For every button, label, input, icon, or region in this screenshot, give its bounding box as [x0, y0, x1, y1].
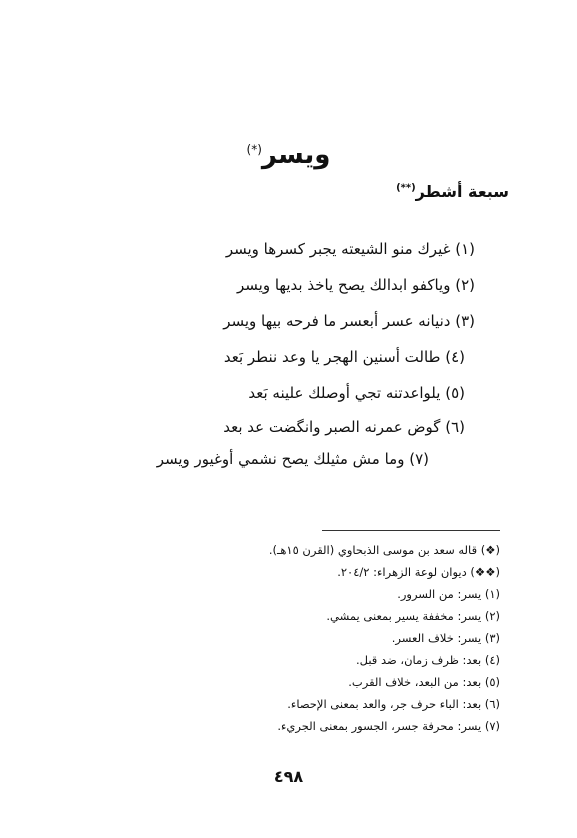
poem-line-4: (٤) طالت أسنين الهجر يا وعد ننطر بَعد: [223, 348, 465, 366]
poem-line-1: (١) غيرك منو الشيعته يجبر كسرها ويسر: [225, 240, 475, 258]
title-text: ويسر: [261, 140, 331, 170]
footnote-7: (٥) بعد: من البعد، خلاف القرب.: [348, 675, 500, 689]
poem-line-6: (٦) گوض عمرنه الصبر وانگضت عد بعد: [223, 418, 465, 436]
footnote-2: (❖❖) ديوان لوعة الزهراء: ٢٠٤/٢.: [337, 565, 500, 579]
footnote-9: (٧) يسر: محرفة جسر، الجسور بمعنى الجريء.: [277, 719, 500, 733]
footnote-5: (٣) يسر: خلاف العسر.: [391, 631, 500, 645]
poem-subtitle: [396, 182, 509, 201]
page-title: [0, 140, 577, 170]
footnote-4: (٢) يسر: مخففة يسير بمعنى يمشي.: [326, 609, 500, 623]
footnote-3: (١) يسر: من السرور.: [397, 587, 500, 601]
page-number: ٤٩٨: [273, 767, 304, 786]
poem-line-3: (٣) دنيانه عسر أبعسر ما فرحه بيها ويسر: [223, 312, 475, 330]
footnote-divider: [322, 530, 500, 531]
footnote-6: (٤) بعد: ظرف زمان، ضد قبل.: [355, 653, 500, 667]
poem-line-5: (٥) يلواعدتنه تجي أوصلك علينه بَعد: [248, 384, 465, 402]
footnote-1: (❖) قاله سعد بن موسى الذبحاوي (القرن ١٥هـ).: [268, 543, 500, 557]
poem-line-2: (٢) وياكفو ابدالك يصح ياخذ بديها ويسر: [237, 276, 475, 294]
poem-line-7: (٧) وما مش مثيلك يصح نشمي أوغيور ويسر: [156, 450, 429, 468]
subtitle-footnote-marker: (**): [396, 182, 416, 194]
title-footnote-marker: (*): [246, 142, 262, 157]
footnote-8: (٦) بعد: الباء حرف جر، والعد بمعنى الإحصاء.: [287, 697, 500, 711]
subtitle-text: سبعة أشطر: [415, 182, 509, 201]
